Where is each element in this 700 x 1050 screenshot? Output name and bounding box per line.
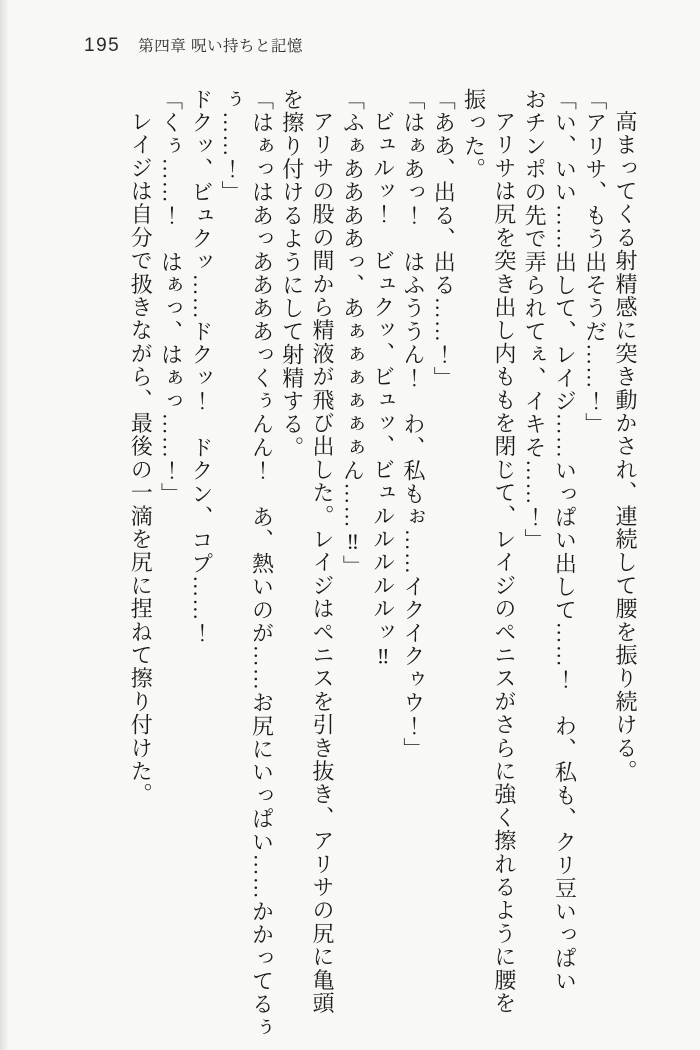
text-column-5: アリサは尻を突き出し内ももを閉じて、レイジのペニスがさらに強く擦れるように腰を [491, 110, 517, 1015]
page-number: 195 [84, 35, 121, 56]
page-header [84, 34, 303, 57]
text-column-17: レイジは自分で扱きながら、最後の一滴を尻に捏ねて擦り付けた。 [128, 110, 154, 806]
text-column-10: 「ふぁああああっ、あぁぁぁぁぁぁん……‼」 [340, 88, 366, 579]
chapter-title: 第四章 呪い持ちと記憶 [138, 38, 304, 55]
vertical-text-area [125, 88, 640, 1040]
text-column-4: おチンポの先で弄られてぇ、イキそ……！」 [522, 88, 548, 552]
text-column-2: 「アリサ、もう出そうだ……！」 [582, 88, 608, 436]
text-column-9: ビュルッ！ ビュクッ、ビュッ、ビュルルルルルッ‼ [370, 110, 396, 670]
text-column-15: ドクッ、ビュクッ……ドクッ！ ドクン、コプ……！ [188, 88, 214, 645]
text-column-13: 「はぁっはあっああああっくぅんん！ あ、熱いのが……お尻にいっぱい……かかってるぅ [249, 88, 275, 1040]
text-column-14: ぅ……！」 [219, 88, 245, 204]
text-column-1: 高まってくる射精感に突き動かされ、連続して腰を振り続ける。 [613, 110, 638, 783]
text-column-8: 「はぁあっ！ はふううん！ わ、私もぉ……イクイクゥウ！」 [400, 88, 426, 761]
scan-gutter-shadow [0, 0, 9, 1050]
text-column-12: を擦り付けるようにして射精する。 [279, 88, 305, 460]
text-column-3: 「い、いい……出して、レイジ……いっぱい出して……！ わ、私も、クリ豆いっぱい [552, 88, 578, 993]
text-column-11: アリサの股の間から精液が飛び出した。レイジはペニスを引き抜き、アリサの尻に亀頭 [310, 110, 336, 1015]
text-column-6: 振った。 [461, 88, 487, 181]
text-column-7: 「ああ、出る、出る……！」 [431, 88, 457, 390]
text-column-16: 「くぅ……！ はぁっ、はぁっ……！」 [158, 88, 184, 506]
